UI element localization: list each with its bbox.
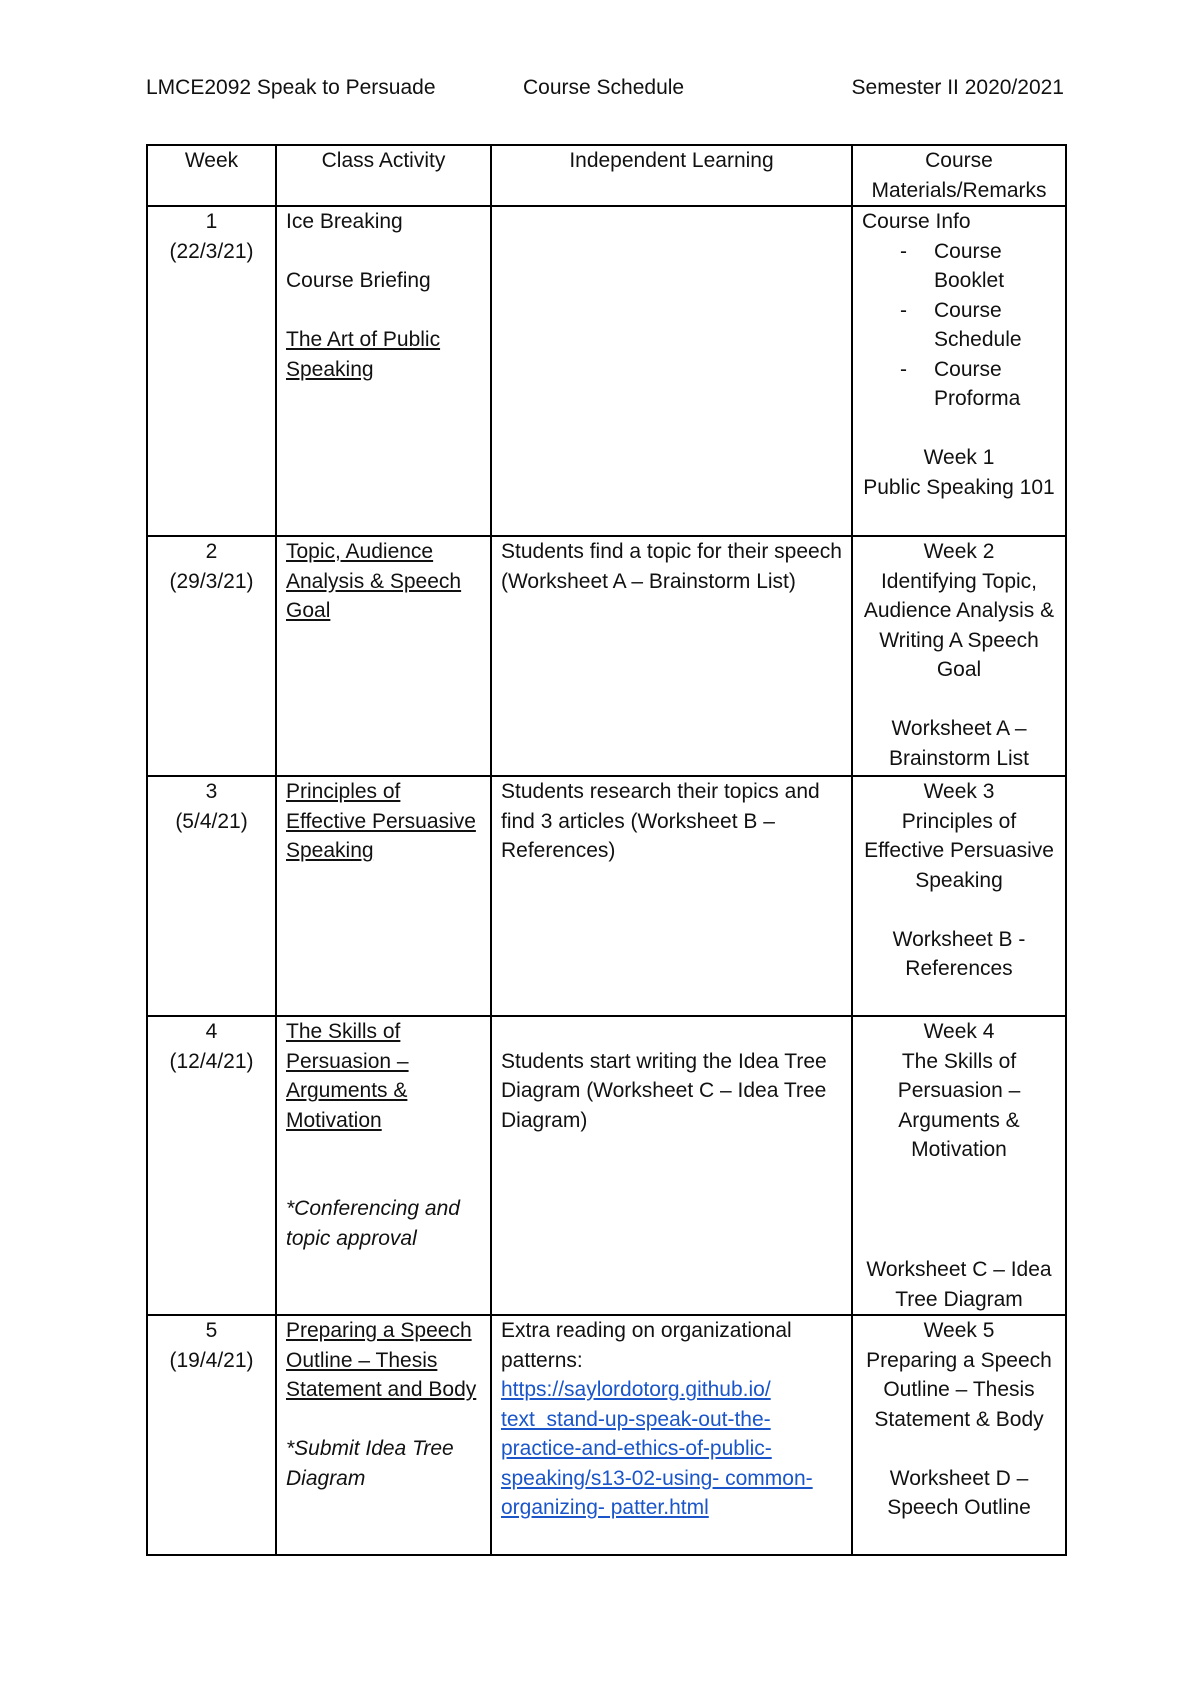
materials-worksheet: Worksheet D – Speech Outline	[887, 1466, 1031, 1519]
activity-topic: Topic, Audience Analysis & Speech Goal	[286, 540, 462, 622]
materials-topic: Principles of Effective Persuasive Speaking	[864, 809, 1054, 892]
week-number: 5	[205, 1319, 218, 1342]
column-header-class-activity: Class Activity	[276, 145, 491, 206]
table-row-week-4	[147, 1016, 1066, 1315]
week-date: (22/3/21)	[169, 239, 254, 263]
course-materials-cell	[852, 206, 1066, 536]
course-materials-cell	[852, 776, 1066, 1016]
week-cell	[147, 206, 276, 536]
course-code-title: LMCE2092 Speak to Persuade	[146, 76, 436, 99]
activity-item: Course Briefing	[286, 269, 431, 292]
independent-learning-text: Students find a topic for their speech (Worksheet A – Brainstorm List)	[501, 540, 842, 593]
materials-title: Course Info	[862, 210, 971, 233]
course-materials-cell	[852, 536, 1066, 776]
week-number: 3	[205, 780, 218, 803]
reading-link[interactable]: https://saylordotorg.github.io/ text_stand-up-speak-out-the-practice-and-ethics-of-public-speaking/s13-02-using- common-organizing- patter.html	[501, 1378, 813, 1519]
week-number: 2	[205, 540, 218, 563]
week-date: (5/4/21)	[175, 809, 248, 833]
document-title: Course Schedule	[523, 76, 685, 99]
materials-week: Week 3	[923, 780, 995, 803]
activity-note: *Conferencing and topic approval	[286, 1197, 460, 1250]
week-cell	[147, 1016, 276, 1315]
activity-note: *Submit Idea Tree Diagram	[286, 1437, 454, 1490]
activity-topic: Preparing a Speech Outline – Thesis Statement and Body	[286, 1319, 477, 1401]
independent-learning-cell	[491, 1315, 852, 1555]
course-materials-cell	[852, 1016, 1066, 1315]
materials-worksheet: Worksheet C – Idea Tree Diagram	[866, 1258, 1052, 1311]
list-item: - Course Schedule	[900, 298, 1022, 351]
activity-topic: Principles of Effective Persuasive Speaking	[286, 780, 476, 862]
list-item-label: Course Booklet	[934, 239, 1005, 292]
table-header-row	[147, 145, 1066, 206]
class-activity-cell	[276, 536, 491, 776]
list-item-label: Course Schedule	[934, 298, 1022, 351]
materials-topic: Preparing a Speech Outline – Thesis Statement & Body	[866, 1348, 1052, 1431]
materials-topic: Identifying Topic, Audience Analysis & Writing A Speech Goal	[863, 569, 1055, 681]
course-schedule-table	[146, 144, 1067, 1556]
week-number: 4	[205, 1020, 218, 1043]
page-header	[146, 72, 1064, 104]
column-header-independent-learning: Independent Learning	[491, 145, 852, 206]
week-date: (29/3/21)	[169, 569, 254, 593]
table-row-week-2	[147, 536, 1066, 776]
activity-item: Ice Breaking	[286, 210, 403, 233]
class-activity-cell	[276, 1016, 491, 1315]
week-date: (12/4/21)	[169, 1049, 254, 1073]
list-item: - Course Proforma	[900, 357, 1021, 410]
independent-learning-cell	[491, 1016, 852, 1315]
activity-topic: The Skills of Persuasion – Arguments & Motivation	[286, 1020, 409, 1132]
list-item: - Course Booklet	[900, 239, 1005, 292]
materials-week: Week 4	[923, 1020, 995, 1043]
independent-learning-cell	[491, 536, 852, 776]
independent-learning-cell	[491, 206, 852, 536]
activity-topic: The Art of Public Speaking	[286, 328, 441, 381]
list-item-label: Course Proforma	[934, 357, 1021, 410]
table-row-week-5	[147, 1315, 1066, 1555]
column-header-course-materials: Course Materials/Remarks	[852, 145, 1066, 206]
table-row-week-1	[147, 206, 1066, 536]
independent-learning-text: Students research their topics and find 3 articles (Worksheet B – References)	[501, 780, 820, 862]
week-cell	[147, 1315, 276, 1555]
class-activity-cell	[276, 776, 491, 1016]
class-activity-cell	[276, 1315, 491, 1555]
independent-learning-text: Extra reading on organizational patterns:	[501, 1319, 792, 1372]
class-activity-cell	[276, 206, 491, 536]
materials-week: Week 2	[923, 540, 995, 563]
week-date: (19/4/21)	[169, 1348, 254, 1372]
week-cell	[147, 776, 276, 1016]
materials-week: Week 5	[923, 1319, 995, 1342]
course-materials-cell	[852, 1315, 1066, 1555]
week-number: 1	[205, 210, 218, 233]
table-row-week-3	[147, 776, 1066, 1016]
week-cell	[147, 536, 276, 776]
materials-topic: The Skills of Persuasion – Arguments & Motivation	[897, 1049, 1021, 1161]
materials-topic: Public Speaking 101	[863, 475, 1055, 499]
materials-week: Week 1	[923, 446, 995, 469]
semester-label: Semester II 2020/2021	[851, 76, 1064, 99]
materials-worksheet: Worksheet B - References	[892, 927, 1026, 980]
column-header-week: Week	[147, 145, 276, 206]
independent-learning-cell	[491, 776, 852, 1016]
materials-list	[862, 237, 1056, 414]
materials-worksheet: Worksheet A – Brainstorm List	[888, 717, 1030, 770]
independent-learning-text: Students start writing the Idea Tree Diagram (Worksheet C – Idea Tree Diagram)	[501, 1049, 827, 1132]
